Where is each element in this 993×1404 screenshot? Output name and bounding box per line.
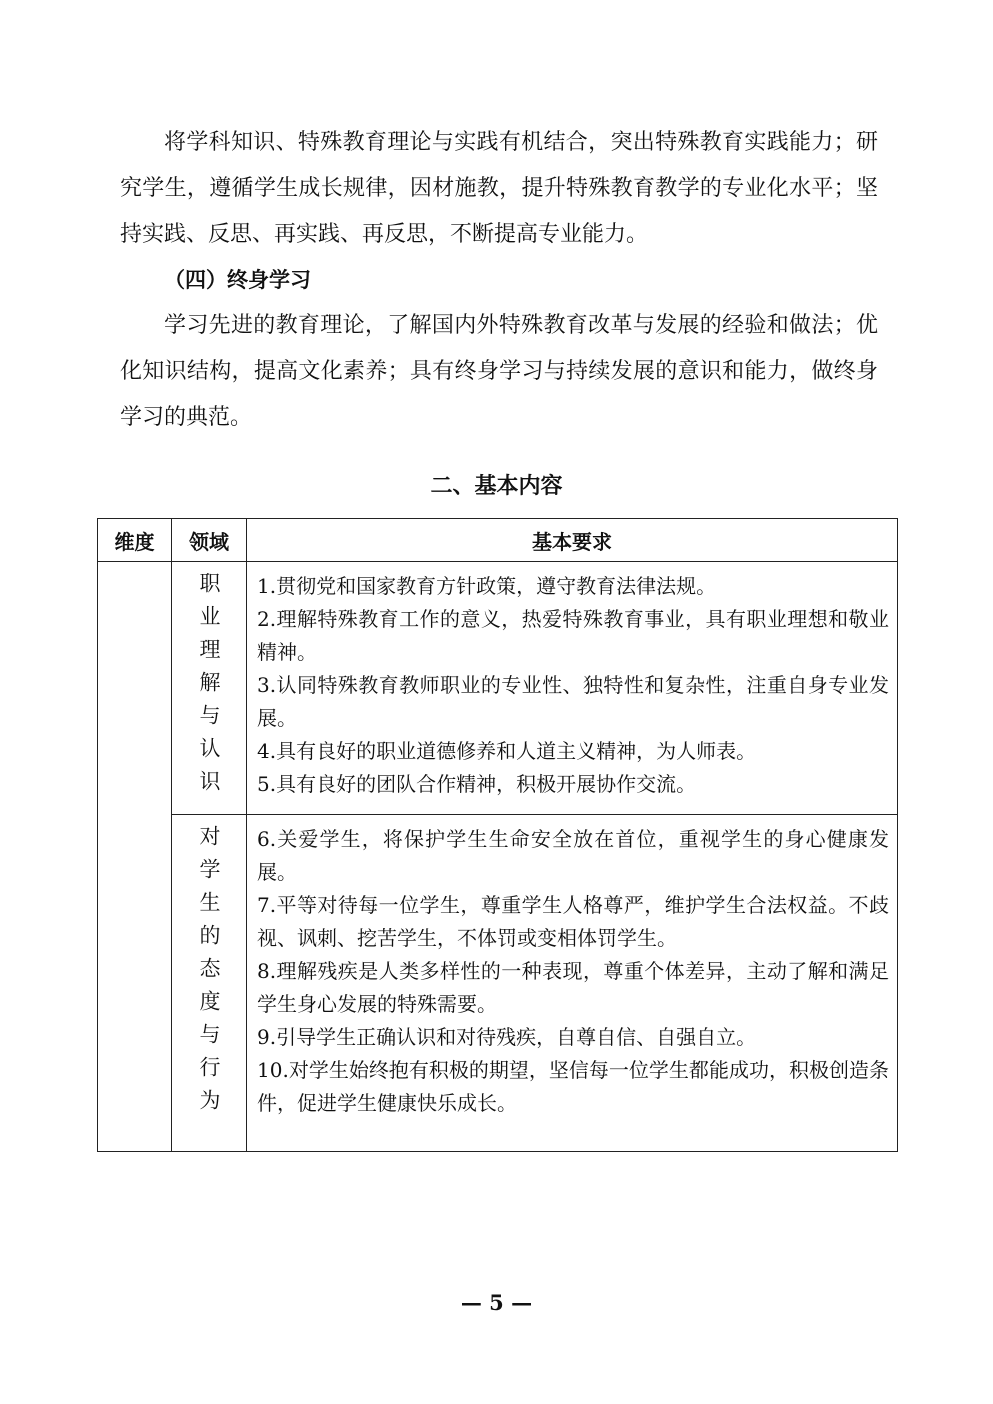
domain-label: 对学生的态度与行为 [197,825,221,1122]
requirement-item: 3.认同特殊教育教师职业的专业性、独特性和复杂性，注重自身专业发展。 [257,673,889,730]
requirements-cell [247,562,898,815]
requirement-item: 4.具有良好的职业道德修养和人道主义精神，为人师表。 [257,739,757,763]
header-dimension: 维度 [98,519,172,562]
requirement-item: 9.引导学生正确认识和对待残疾，自尊自信、自强自立。 [257,1025,757,1049]
body-paragraph-lifelong-learning: 学习先进的教育理论，了解国内外特殊教育改革与发展的经验和做法；优化知识结构，提高文化素养；具有终身学习与持续发展的意识和能力，做终身学习的典范。 [120,313,878,430]
domain-label: 职业理解与认识 [197,572,221,803]
header-requirements: 基本要求 [247,519,898,562]
table-header-row [98,519,898,562]
section-title: 二、基本内容 [430,474,563,499]
requirement-item: 6.关爱学生，将保护学生生命安全放在首位，重视学生的身心健康发展。 [257,827,889,884]
content-table [97,518,898,1152]
domain-cell [172,562,247,815]
requirement-item: 2.理解特殊教育工作的意义，热爱特殊教育事业，具有职业理想和敬业精神。 [257,607,889,664]
requirement-item: 8.理解残疾是人类多样性的一种表现，尊重个体差异，主动了解和满足学生身心发展的特殊需要。 [257,959,889,1016]
requirements-cell [247,815,898,1152]
requirement-item: 1.贯彻党和国家教育方针政策，遵守教育法律法规。 [257,574,717,598]
domain-cell [172,815,247,1152]
dimension-cell [98,562,172,1152]
body-paragraph-practice: 将学科知识、特殊教育理论与实践有机结合，突出特殊教育实践能力；研究学生，遵循学生成长规律，因材施教，提升特殊教育教学的专业化水平；坚持实践、反思、再实践、再反思，不断提高专业能力。 [120,130,878,247]
page-number: — 5 — [460,1290,533,1315]
table-row [98,815,898,1152]
requirement-item: 7.平等对待每一位学生，尊重学生人格尊严，维护学生合法权益。不歧视、讽刺、挖苦学生，不体罚或变相体罚学生。 [257,893,889,950]
table-row [98,562,898,815]
subheading-lifelong-learning: （四）终身学习 [164,268,311,292]
requirement-item: 10.对学生始终抱有积极的期望，坚信每一位学生都能成功，积极创造条件，促进学生健康快乐成长。 [257,1058,889,1115]
requirement-item: 5.具有良好的团队合作精神，积极开展协作交流。 [257,772,697,796]
header-domain: 领域 [172,519,247,562]
